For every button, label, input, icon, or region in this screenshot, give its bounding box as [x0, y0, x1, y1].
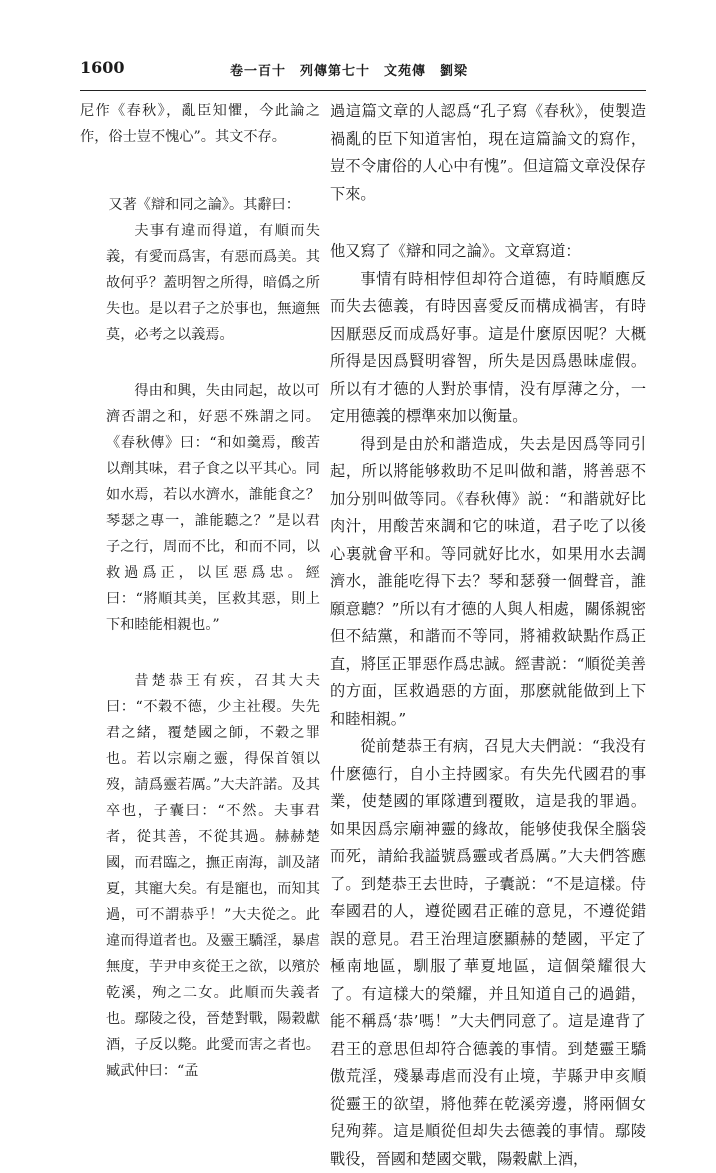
classical-paragraph-1: 尼作《春秋》，亂臣知懼，今此論之作，俗士豈不愧心”。其文不存。 [80, 103, 320, 145]
translation-paragraph-3: 事情有時相悖但却符合道德，有時順應反而失去德義，有時因喜愛反而構成禍害，有時因厭惡反而成爲好事。這是什麼原因呢？大概所得是因爲賢明睿智，所失是因爲愚昧虚假。所以有才德的人對於事情，没有厚薄之分，一定用德義的標準來加以衡量。 [330, 269, 646, 425]
classical-quote-block [80, 218, 320, 1084]
classical-quote-1: 夫事有違而得道，有順而失義，有愛而爲害，有惡而爲美。其故何乎？蓋明智之所得，暗僞之所失也。是以君子之於事也，無適無莫，必考之以義焉。 [106, 223, 320, 343]
header-rule [80, 90, 646, 91]
page-number: 1600 [80, 58, 125, 77]
page-header [80, 58, 646, 82]
classical-quote-2: 得由和興，失由同起，故以可濟否謂之和，好惡不殊謂之同。《春秋傳》曰：“和如羹焉，酸苦以劑其味，君子食之以平其心。同如水焉，若以水濟水，誰能食之？琴瑟之專一，誰能聽之？”是以君子之行，周而不比，和而不同，以救過爲正，以匡惡爲忠。經曰：“將順其美，匡救其惡，則上下和睦能相親也。” [106, 383, 320, 633]
classical-text-column [80, 98, 320, 1084]
classical-quote-3: 昔楚恭王有疾，召其大夫曰：“不穀不德，少主社稷。失先君之緒，覆楚國之師，不穀之罪也。若以宗廟之靈，得保首領以歿，請爲靈若厲。”大夫許諾。及其卒也，子囊曰：“不然。夫事君者，從其善，不從其過。赫赫楚國，而君臨之，撫正南海，訓及諸夏，其寵大矣。有是寵也，而知其過，可不謂恭乎！”大夫從之。此違而得道者也。及靈王驕淫，暴虐無度，芋尹申亥從王之欲，以殯於乾溪，殉之二女。此順而失義者也。鄢陵之役，晉楚對戰，陽穀獻酒，子反以斃。此愛而害之者也。臧武仲曰：“孟 [106, 673, 320, 1079]
translation-paragraph-4: 得到是由於和諧造成，失去是因爲等同引起，所以將能够救助不足叫做和諧，將善惡不加分别叫做等同。《春秋傳》説：“和諧就好比肉汁，用酸苦來調和它的味道，君子吃了以後心裏就會平和。等同就好比水，如果用水去調濟水，誰能吃得下去？琴和瑟發一個聲音，誰願意聽？”所以有才德的人與人相處，關係親密但不結黨，和諧而不等同，將補救缺點作爲正直，將匡正罪惡作爲忠誠。經書説：“順從美善的方面，匡救過惡的方面，那麽就能做到上下和睦相親。” [330, 434, 646, 728]
translation-paragraph-5: 從前楚恭王有病，召見大夫們説：“我没有什麽德行，自小主持國家。有失先代國君的事業，使楚國的軍隊遭到覆敗，這是我的罪過。如果因爲宗廟神靈的緣故，能够使我保全腦袋而死，請給我謚號爲靈或者爲厲。”大夫們答應了。到楚恭王去世時，子囊説：“不是這樣。侍奉國君的人，遵從國君正確的意見，不遵從錯誤的意見。君王治理這麽顯赫的楚國，平定了極南地區，馴服了華夏地區，這個榮耀很大了。有這樣大的榮耀，并且知道自己的過錯，能不稱爲‘恭’嗎！”大夫們同意了。這是違背了君王的意思但却符合德義的事情。到楚靈王驕傲荒淫，殘暴毒虐而没有止境，芋縣尹申亥順從靈王的欲望，將他葬在乾溪旁邊，將兩個女兒殉葬。這是順從但却失去德義的事情。鄢陵戰役，晉國和楚國交戰，陽穀獻上酒， [330, 737, 646, 1168]
translation-paragraph-1: 過這篇文章的人認爲“孔子寫《春秋》，使製造禍亂的臣下知道害怕，現在這篇論文的寫作，豈不令庸俗的人心中有愧”。但這篇文章没保存下來。 [330, 102, 646, 203]
translation-paragraph-2: 他又寫了《辯和同之論》。文章寫道： [330, 242, 581, 260]
classical-paragraph-2: 又著《辯和同之論》。其辭曰： [108, 197, 300, 213]
translation-column [330, 98, 646, 1173]
running-title: 卷一百十 列傳第七十 文苑傳 劉梁 [230, 64, 469, 79]
